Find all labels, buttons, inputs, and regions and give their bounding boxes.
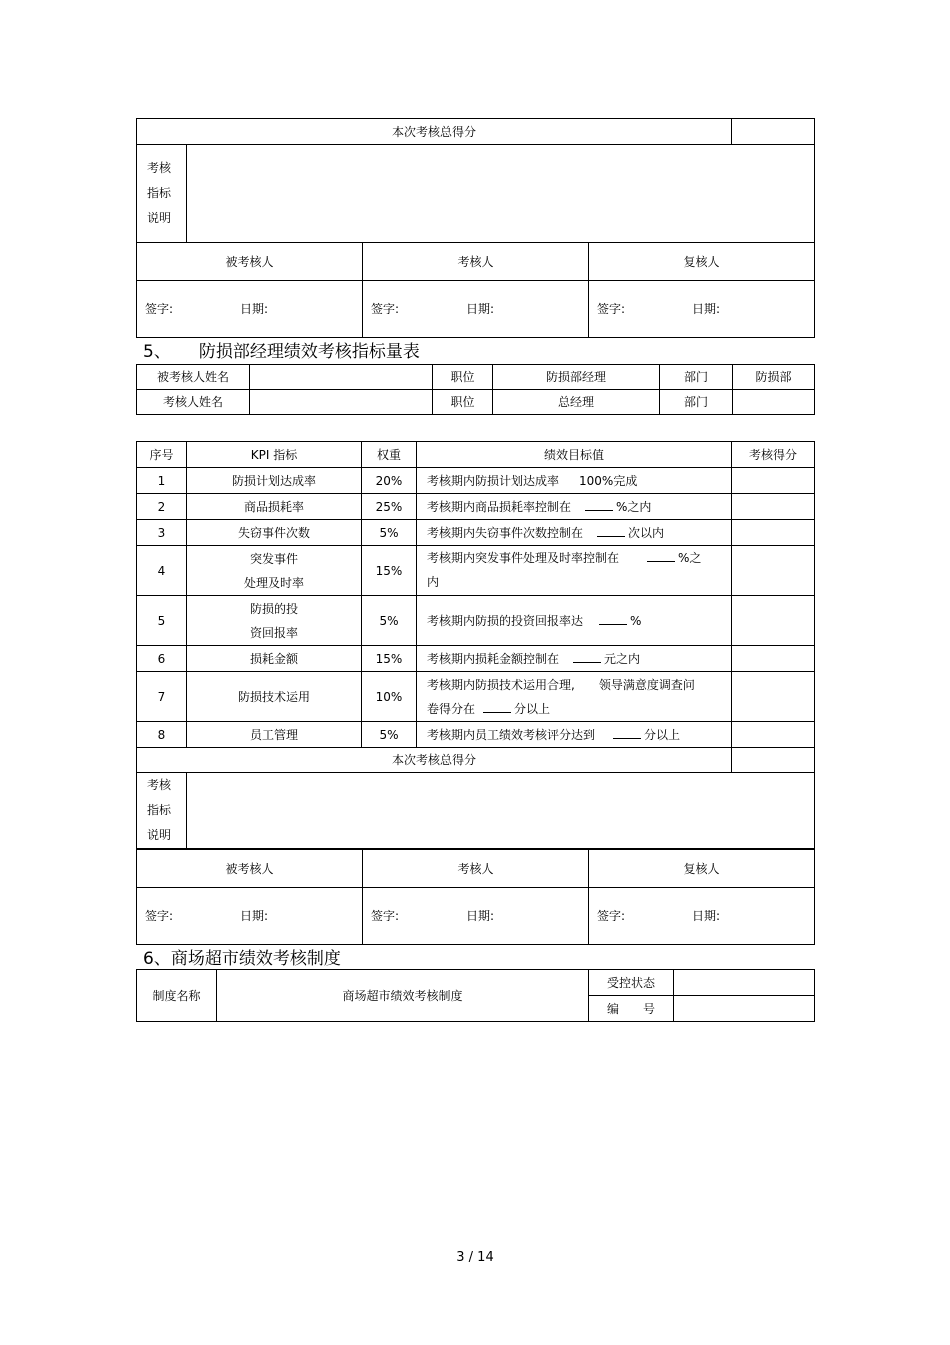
- section5-heading: 5、 防损部经理绩效考核指标量表: [143, 342, 420, 362]
- row-score[interactable]: [732, 672, 815, 722]
- col-header-kpi: KPI 指标: [187, 442, 362, 468]
- section5-sign-table: [136, 849, 815, 945]
- position-value: 总经理: [493, 390, 660, 415]
- row-no: 2: [137, 494, 187, 520]
- number-field[interactable]: [674, 996, 815, 1022]
- dept-value[interactable]: [733, 390, 815, 415]
- row-kpi: 突发事件 处理及时率: [187, 546, 362, 596]
- row-kpi: 防损技术运用: [187, 672, 362, 722]
- table-row: [137, 646, 815, 672]
- sign-header-reviewer: 复核人: [589, 850, 815, 888]
- row-target: 考核期内突发事件处理及时率控制在 %之 内: [417, 546, 732, 596]
- top-sign-table: [136, 242, 815, 338]
- appraisee-name-label: 被考核人姓名: [137, 365, 250, 390]
- blank-line[interactable]: [613, 726, 641, 739]
- row-no: 8: [137, 722, 187, 748]
- dept-label: 部门: [660, 390, 733, 415]
- appraiser-name-label: 考核人姓名: [137, 390, 250, 415]
- row-no: 6: [137, 646, 187, 672]
- blank-line[interactable]: [585, 498, 613, 511]
- row-score[interactable]: [732, 494, 815, 520]
- dept-value: 防损部: [733, 365, 815, 390]
- row-score[interactable]: [732, 646, 815, 672]
- sign-header-appraisee: 被考核人: [137, 243, 363, 281]
- position-value: 防损部经理: [493, 365, 660, 390]
- number-label: 编 号: [589, 996, 674, 1022]
- table-row: [137, 722, 815, 748]
- dept-label: 部门: [660, 365, 733, 390]
- kpi-table: [136, 441, 815, 849]
- row-no: 7: [137, 672, 187, 722]
- col-header-weight: 权重: [362, 442, 417, 468]
- col-header-score: 考核得分: [732, 442, 815, 468]
- table-row: [137, 596, 815, 646]
- table-row: [137, 520, 815, 546]
- notes-field[interactable]: [187, 773, 815, 849]
- top-score-table: [136, 118, 815, 243]
- row-score[interactable]: [732, 722, 815, 748]
- row-kpi: 失窃事件次数: [187, 520, 362, 546]
- row-kpi: 商品损耗率: [187, 494, 362, 520]
- row-no: 4: [137, 546, 187, 596]
- blank-line[interactable]: [483, 700, 511, 713]
- row-no: 5: [137, 596, 187, 646]
- sign-cell[interactable]: 签字: 日期:: [371, 909, 494, 923]
- total-score-label: 本次考核总得分: [137, 119, 732, 145]
- table-row: [137, 494, 815, 520]
- table-row: [137, 468, 815, 494]
- sign-header-appraiser: 考核人: [363, 243, 589, 281]
- col-header-no: 序号: [137, 442, 187, 468]
- row-kpi: 员工管理: [187, 722, 362, 748]
- blank-line[interactable]: [597, 524, 625, 537]
- col-header-target: 绩效目标值: [417, 442, 732, 468]
- row-score[interactable]: [732, 520, 815, 546]
- notes-field[interactable]: [187, 145, 815, 243]
- sign-cell[interactable]: 签字: 日期:: [597, 909, 720, 923]
- blank-line[interactable]: [647, 549, 675, 562]
- row-weight: 15%: [362, 646, 417, 672]
- position-label: 职位: [433, 365, 493, 390]
- row-target: 考核期内商品损耗率控制在 %之内: [417, 494, 732, 520]
- total-score-value[interactable]: [732, 119, 815, 145]
- row-score[interactable]: [732, 546, 815, 596]
- position-label: 职位: [433, 390, 493, 415]
- section6-heading: 6、商场超市绩效考核制度: [143, 949, 341, 969]
- sign-cell[interactable]: 签字: 日期:: [371, 302, 494, 316]
- row-weight: 20%: [362, 468, 417, 494]
- appraisee-name-field[interactable]: [250, 365, 433, 390]
- row-score[interactable]: [732, 468, 815, 494]
- row-no: 1: [137, 468, 187, 494]
- row-target: 考核期内员工绩效考核评分达到 分以上: [417, 722, 732, 748]
- row-target: 考核期内防损的投资回报率达 %: [417, 596, 732, 646]
- row-weight: 15%: [362, 546, 417, 596]
- sign-header-appraisee: 被考核人: [137, 850, 363, 888]
- row-weight: 5%: [362, 520, 417, 546]
- row-no: 3: [137, 520, 187, 546]
- row-target: 考核期内防损计划达成率 100%完成: [417, 468, 732, 494]
- table-row: [137, 546, 815, 596]
- notes-label: 考核 指标 说明: [137, 145, 187, 243]
- table-row: [137, 672, 815, 722]
- row-kpi: 防损计划达成率: [187, 468, 362, 494]
- control-status-label: 受控状态: [589, 970, 674, 996]
- row-weight: 10%: [362, 672, 417, 722]
- row-score[interactable]: [732, 596, 815, 646]
- row-weight: 25%: [362, 494, 417, 520]
- row-kpi: 防损的投 资回报率: [187, 596, 362, 646]
- sign-cell[interactable]: 签字: 日期:: [145, 909, 268, 923]
- appraiser-name-field[interactable]: [250, 390, 433, 415]
- row-target: 考核期内失窃事件次数控制在 次以内: [417, 520, 732, 546]
- notes-label: 考核 指标 说明: [137, 773, 187, 849]
- row-target: 考核期内防损技术运用合理, 领导满意度调查问 卷得分在 分以上: [417, 672, 732, 722]
- page-number: 3 / 14: [456, 1250, 494, 1265]
- blank-line[interactable]: [573, 650, 601, 663]
- system-table: [136, 969, 815, 1022]
- total-score-value[interactable]: [732, 748, 815, 773]
- blank-line[interactable]: [599, 612, 627, 625]
- row-kpi: 损耗金额: [187, 646, 362, 672]
- system-name-value: 商场超市绩效考核制度: [217, 970, 589, 1022]
- info-table: [136, 364, 815, 415]
- row-weight: 5%: [362, 722, 417, 748]
- sign-header-reviewer: 复核人: [589, 243, 815, 281]
- system-name-label: 制度名称: [137, 970, 217, 1022]
- row-target: 考核期内损耗金额控制在 元之内: [417, 646, 732, 672]
- total-score-label: 本次考核总得分: [137, 748, 732, 773]
- row-weight: 5%: [362, 596, 417, 646]
- sign-cell[interactable]: 签字: 日期:: [145, 302, 268, 316]
- control-status-field[interactable]: [674, 970, 815, 996]
- sign-header-appraiser: 考核人: [363, 850, 589, 888]
- sign-cell[interactable]: 签字: 日期:: [597, 302, 720, 316]
